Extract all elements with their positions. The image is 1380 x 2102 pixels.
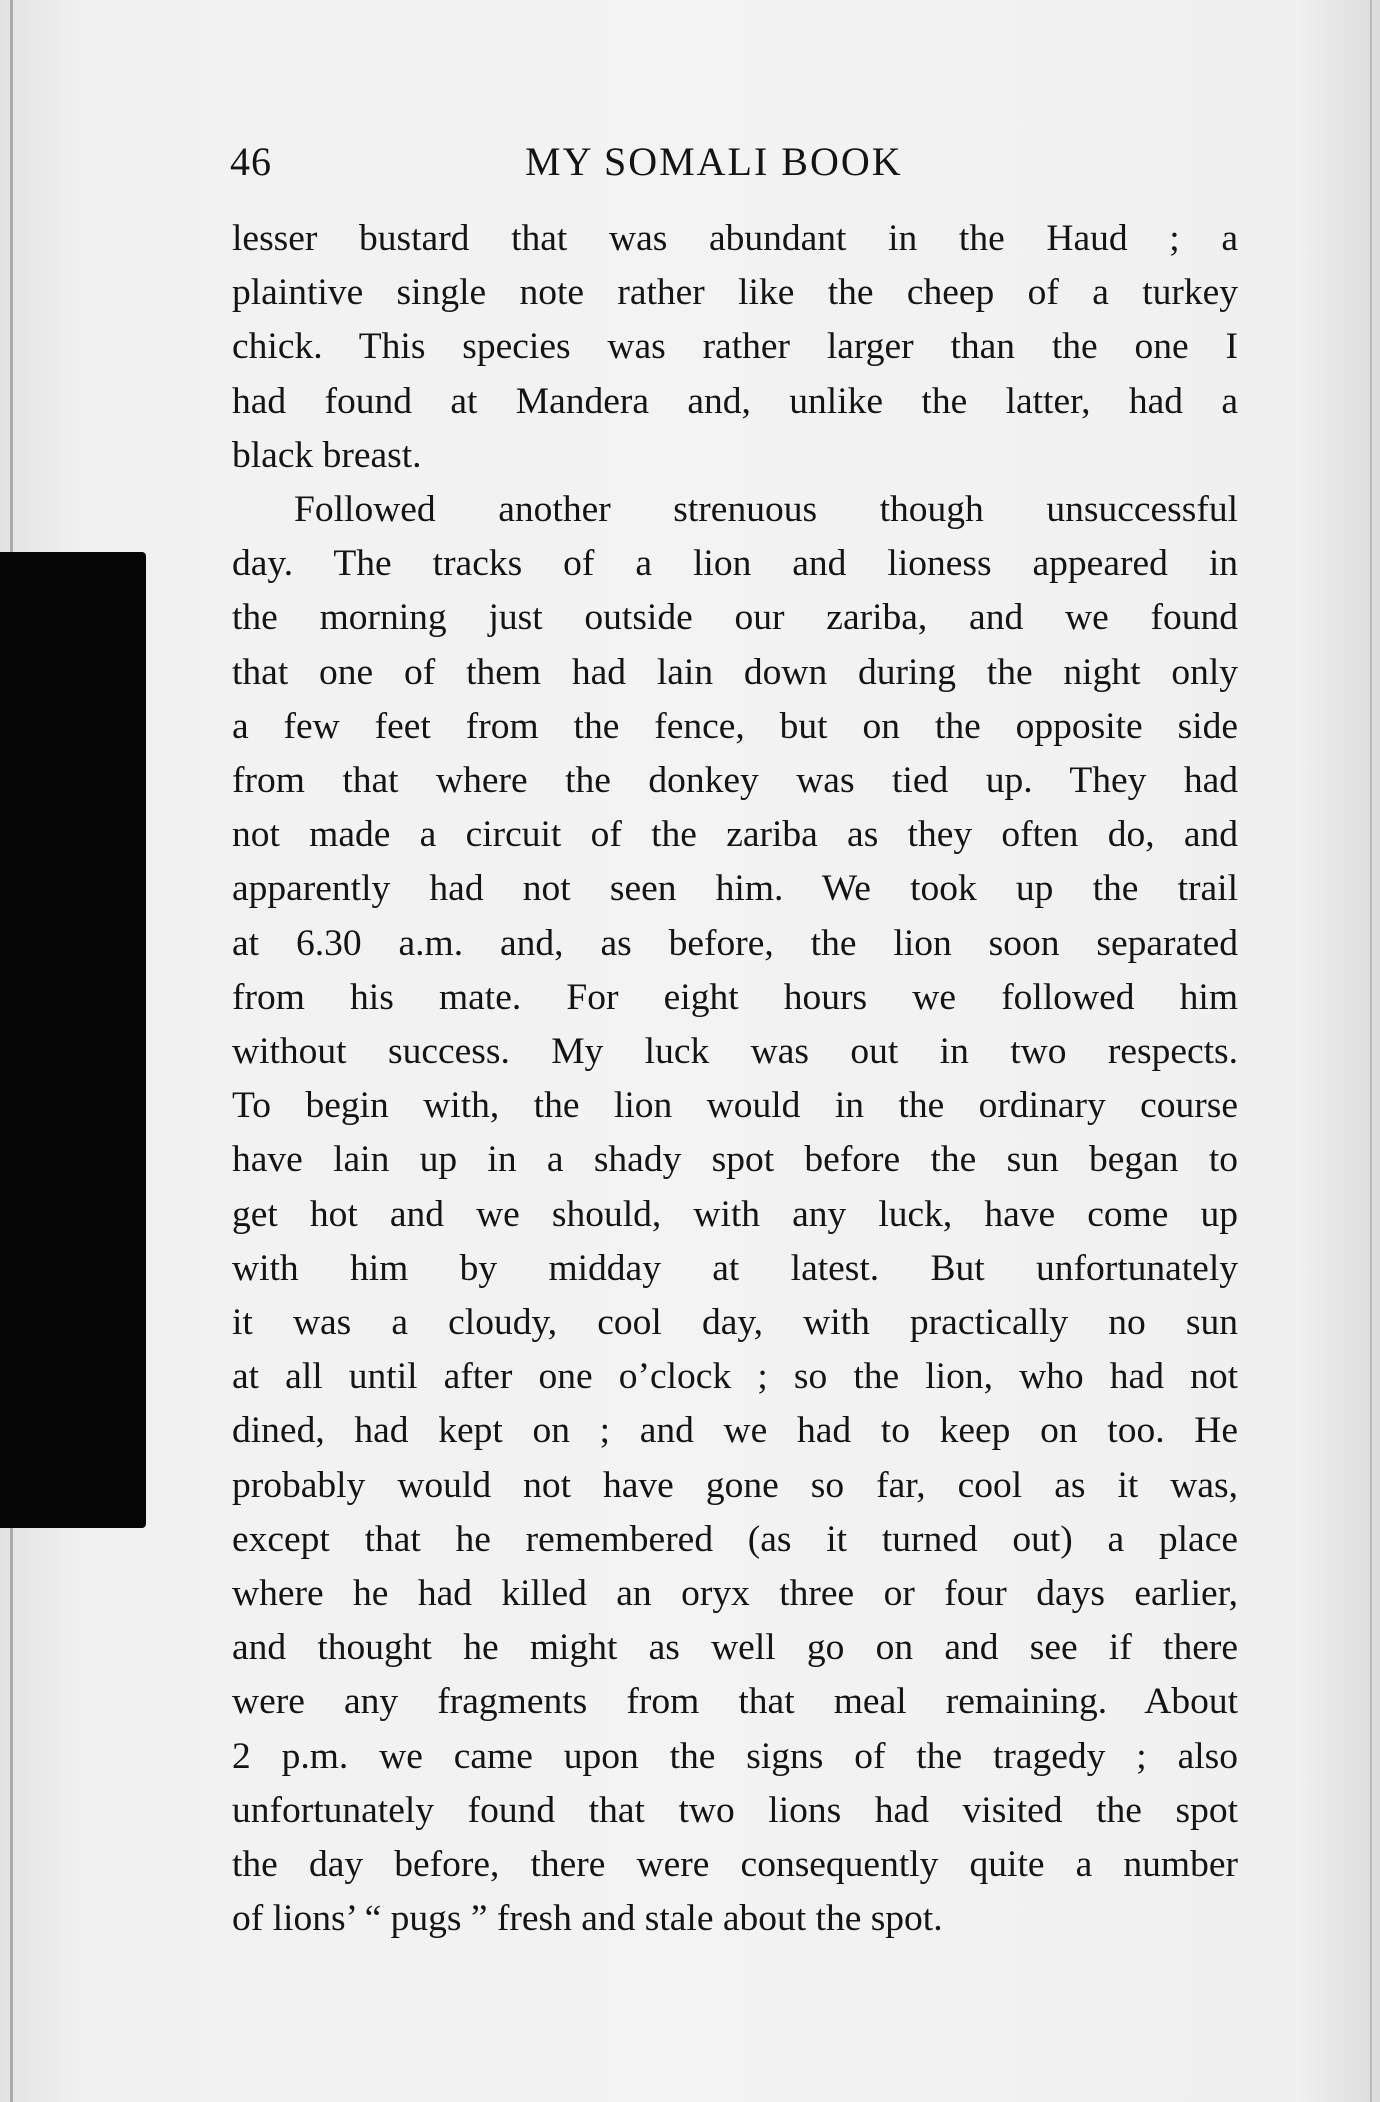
text-line: unfortunately found that two lions had visited the spot <box>232 1789 1238 1831</box>
text-line: it was a cloudy, cool day, with practically no sun <box>232 1302 1238 1344</box>
text-line: the morning just outside our zariba, and we found <box>232 597 1238 639</box>
text-line: To begin with, the lion would in the ordinary course <box>232 1085 1238 1127</box>
black-tab-marker <box>0 552 146 1528</box>
text-line: from his mate. For eight hours we followed him <box>232 976 1238 1018</box>
text-line: at 6.30 a.m. and, as before, the lion soon separated <box>232 922 1238 964</box>
paragraph <box>232 212 1238 483</box>
text-line: at all until after one o’clock ; so the lion, who had not <box>232 1356 1238 1398</box>
text-line: chick. This species was rather larger than the one I <box>232 326 1238 368</box>
text-line: and thought he might as well go on and see if there <box>232 1627 1238 1669</box>
running-title: MY SOMALI BOOK <box>525 139 903 184</box>
running-head <box>230 138 1230 188</box>
paragraph <box>232 483 1238 1946</box>
text-line: had found at Mandera and, unlike the latter, had a <box>232 380 1238 422</box>
text-line: without success. My luck was out in two respects. <box>232 1031 1238 1073</box>
text-line: were any fragments from that meal remaining. About <box>232 1681 1238 1723</box>
text-line: have lain up in a shady spot before the sun began to <box>232 1139 1238 1181</box>
text-line: black breast. <box>232 434 422 476</box>
text-line: plaintive single note rather like the cheep of a turkey <box>232 272 1238 314</box>
page-number: 46 <box>230 139 272 184</box>
text-line: get hot and we should, with any luck, have come up <box>232 1193 1238 1235</box>
text-line: that one of them had lain down during the night only <box>232 651 1238 693</box>
text-line: Followed another strenuous though unsuccessful <box>294 489 1238 531</box>
text-line: with him by midday at latest. But unfortunately <box>232 1247 1238 1289</box>
text-line: where he had killed an oryx three or four days earlier, <box>232 1573 1238 1615</box>
text-line: from that where the donkey was tied up. They had <box>232 760 1238 802</box>
text-line: of lions’ “ pugs ” fresh and stale about the spot. <box>232 1898 943 1940</box>
text-line: lesser bustard that was abundant in the Haud ; a <box>232 218 1238 259</box>
text-line: 2 p.m. we came upon the signs of the tragedy ; also <box>232 1735 1238 1777</box>
text-line: not made a circuit of the zariba as they often do, and <box>232 814 1238 856</box>
text-line: apparently had not seen him. We took up the trail <box>232 868 1238 910</box>
page-edge-right <box>1370 0 1372 2102</box>
text-line: the day before, there were consequently quite a number <box>232 1844 1238 1886</box>
text-line: a few feet from the fence, but on the opposite side <box>232 705 1238 747</box>
text-line: except that he remembered (as it turned out) a place <box>232 1518 1238 1560</box>
text-line: probably would not have gone so far, cool as it was, <box>232 1464 1238 1506</box>
text-line: day. The tracks of a lion and lioness appeared in <box>232 543 1238 585</box>
body-text <box>232 212 1238 1947</box>
text-line: dined, had kept on ; and we had to keep on too. He <box>232 1410 1238 1452</box>
